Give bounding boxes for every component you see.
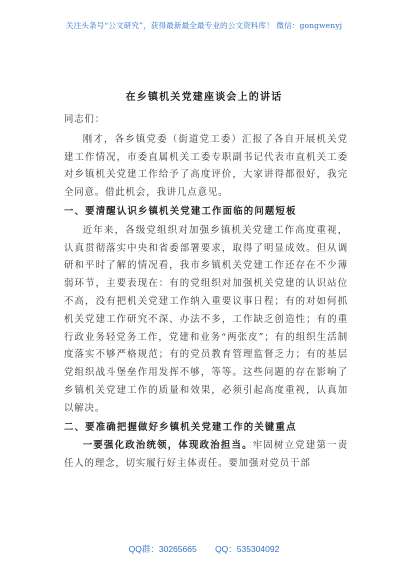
section-heading-1: 一、要清醒认识乡镇机关党建工作面临的问题短板 <box>64 205 297 217</box>
section-heading-2: 二、要准确把握做好乡镇机关党建工作的关键重点 <box>64 421 297 433</box>
subsection-text: 牢固树立党建第一责任人的理念，切实履行好主体责任。要加强对党员干部 <box>64 440 348 470</box>
salutation: 同志们： <box>64 114 106 125</box>
subsection-lead: 一要强化政治统领，体现政治担当。 <box>82 440 253 452</box>
paragraph-intro: 刚才，各乡镇党委（街道党工委）汇报了各自开展机关党建工作情况，市委直属机关工委专职副书记代表市直机关工委对乡镇机关党建工作给予了高度评价，大家讲得都很好，我完全同意。借此机会，我讲几点意见。 <box>64 133 348 199</box>
paragraph-political <box>64 437 348 473</box>
page-footer <box>0 543 408 555</box>
document-title: 在乡镇机关党建座谈会上的讲话 <box>125 92 283 103</box>
qq-number: QQ：535304092 <box>215 544 280 554</box>
qq-group-number: QQ群：30265665 <box>128 544 197 554</box>
page-header-banner: 关注头条号“公文研究”，获得最新最全最专业的公文资料库！ 微信：gongwenyj <box>65 21 343 30</box>
paragraph-problems: 近年来，各级党组织对加强乡镇机关党建工作高度重视，认真贯彻落实中央和省委部署要求，取得了明显成效。但从调研和平时了解的情况看，我市乡镇机关党建工作还存在不少薄弱环节，主要表现在：有的党组织对加强机关党建的认识站位不高，没有把机关党建工作纳入重要议事日程；有的对如何抓机关党建工作研究不深、办法不多，工作缺乏创造性；有的重行政业务轻党务工作，党建和业务“两张皮”；有的组织生活制度落实不够严格规范；有的党员教育管理监督乏力；有的基层党组织战斗堡垒作用发挥不够，等等。这些问题的存在影响了乡镇机关党建工作的质量和效果，必须引起高度重视，认真加以解决。 <box>64 224 348 414</box>
document-body <box>64 111 348 473</box>
